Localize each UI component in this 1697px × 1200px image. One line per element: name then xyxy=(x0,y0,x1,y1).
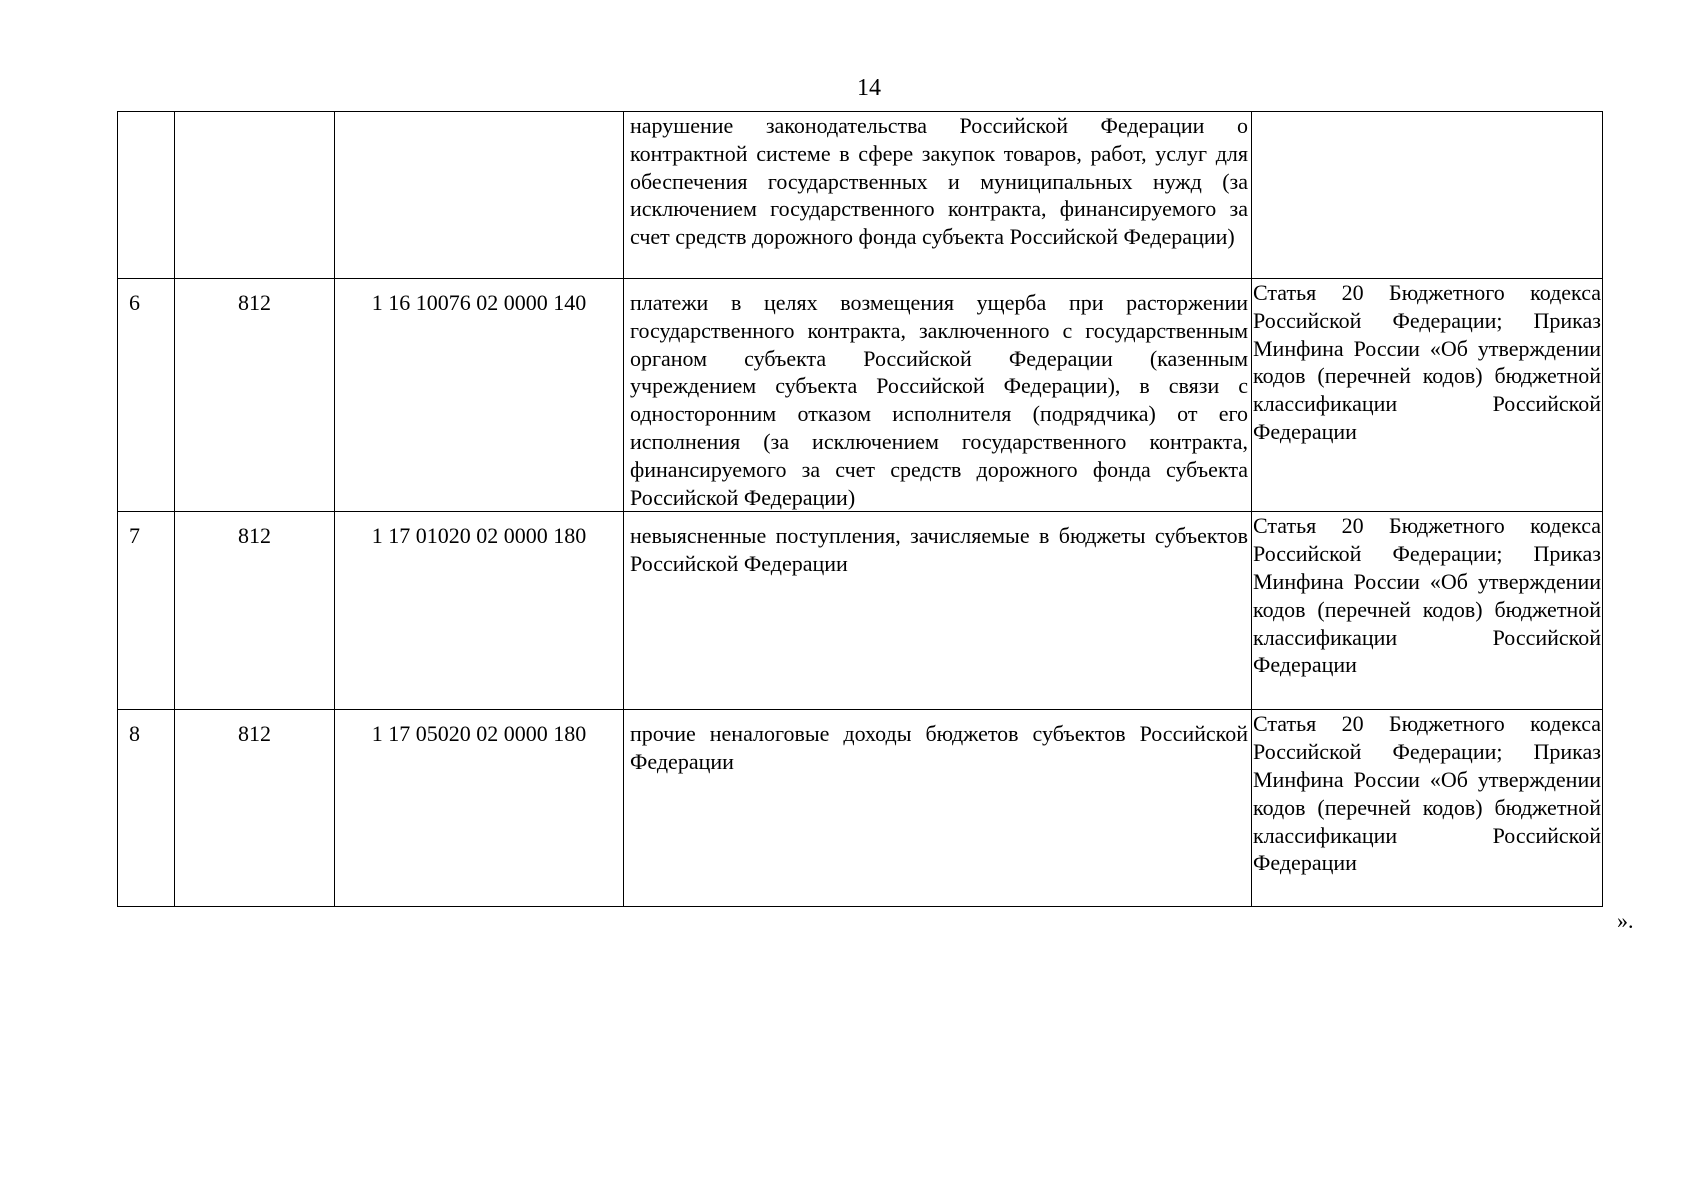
cell-administrator-code xyxy=(175,112,335,279)
legal-basis-text: Статья 20 Бюджетного кодекса Российской Федерации; Приказ Минфина России «Об утверждении кодов (перечней кодов) бюджетной классификации Российской Федерации xyxy=(1253,711,1601,876)
revenue-codes-table xyxy=(117,111,1603,907)
legal-basis-text: Статья 20 Бюджетного кодекса Российской Федерации; Приказ Минфина России «Об утверждении кодов (перечней кодов) бюджетной классификации Российской Федерации xyxy=(1253,280,1601,444)
cell-budget-classification-code: 1 16 10076 02 0000 140 xyxy=(335,279,624,512)
cell-administrator-code: 812 xyxy=(175,710,335,907)
cell-revenue-name xyxy=(624,112,1252,279)
table-row xyxy=(118,279,1603,512)
cell-legal-basis xyxy=(1252,512,1603,710)
table-row xyxy=(118,710,1603,907)
revenue-name-text: прочие неналоговые доходы бюджетов субъектов Российской Федерации xyxy=(630,721,1248,775)
cell-administrator-code: 812 xyxy=(175,279,335,512)
cell-budget-classification-code: 1 17 05020 02 0000 180 xyxy=(335,710,624,907)
cell-revenue-name xyxy=(624,279,1252,512)
table-row xyxy=(118,512,1603,710)
cell-budget-classification-code: 1 17 01020 02 0000 180 xyxy=(335,512,624,710)
cell-row-number: 7 xyxy=(118,512,175,710)
cell-row-number xyxy=(118,112,175,279)
revenue-name-text: нарушение законодательства Российской Федерации о контрактной системе в сфере закупок товаров, работ, услуг для обеспечения государственных и муниципальных нужд (за исключением государственного контракта, финансируемого за счет средств дорожного фонда субъекта Российской Федерации) xyxy=(630,113,1248,250)
revenue-name-text: невыясненные поступления, зачисляемые в бюджеты субъектов Российской Федерации xyxy=(630,523,1248,577)
cell-row-number: 8 xyxy=(118,710,175,907)
cell-legal-basis xyxy=(1252,710,1603,907)
cell-row-number: 6 xyxy=(118,279,175,512)
legal-basis-text: Статья 20 Бюджетного кодекса Российской Федерации; Приказ Минфина России «Об утверждении кодов (перечней кодов) бюджетной классификации Российской Федерации xyxy=(1253,513,1601,678)
cell-administrator-code: 812 xyxy=(175,512,335,710)
revenue-name-text: платежи в целях возмещения ущерба при расторжении государственного контракта, заключенного с государственным органом субъекта Российской Федерации (казенным учреждением субъекта Российской Федерации), в связи с односторонним отказом исполнителя (подрядчика) от его исполнения (за исключением государственного контракта, финансируемого за счет средств дорожного фонда субъекта Российской Федерации) xyxy=(630,290,1248,510)
cell-revenue-name xyxy=(624,512,1252,710)
closing-quote-mark: ». xyxy=(1617,908,1634,933)
cell-budget-classification-code xyxy=(335,112,624,279)
cell-legal-basis xyxy=(1252,112,1603,279)
table-row-continuation xyxy=(118,112,1603,279)
cell-legal-basis xyxy=(1252,279,1603,512)
page-number: 14 xyxy=(857,75,881,101)
cell-revenue-name xyxy=(624,710,1252,907)
